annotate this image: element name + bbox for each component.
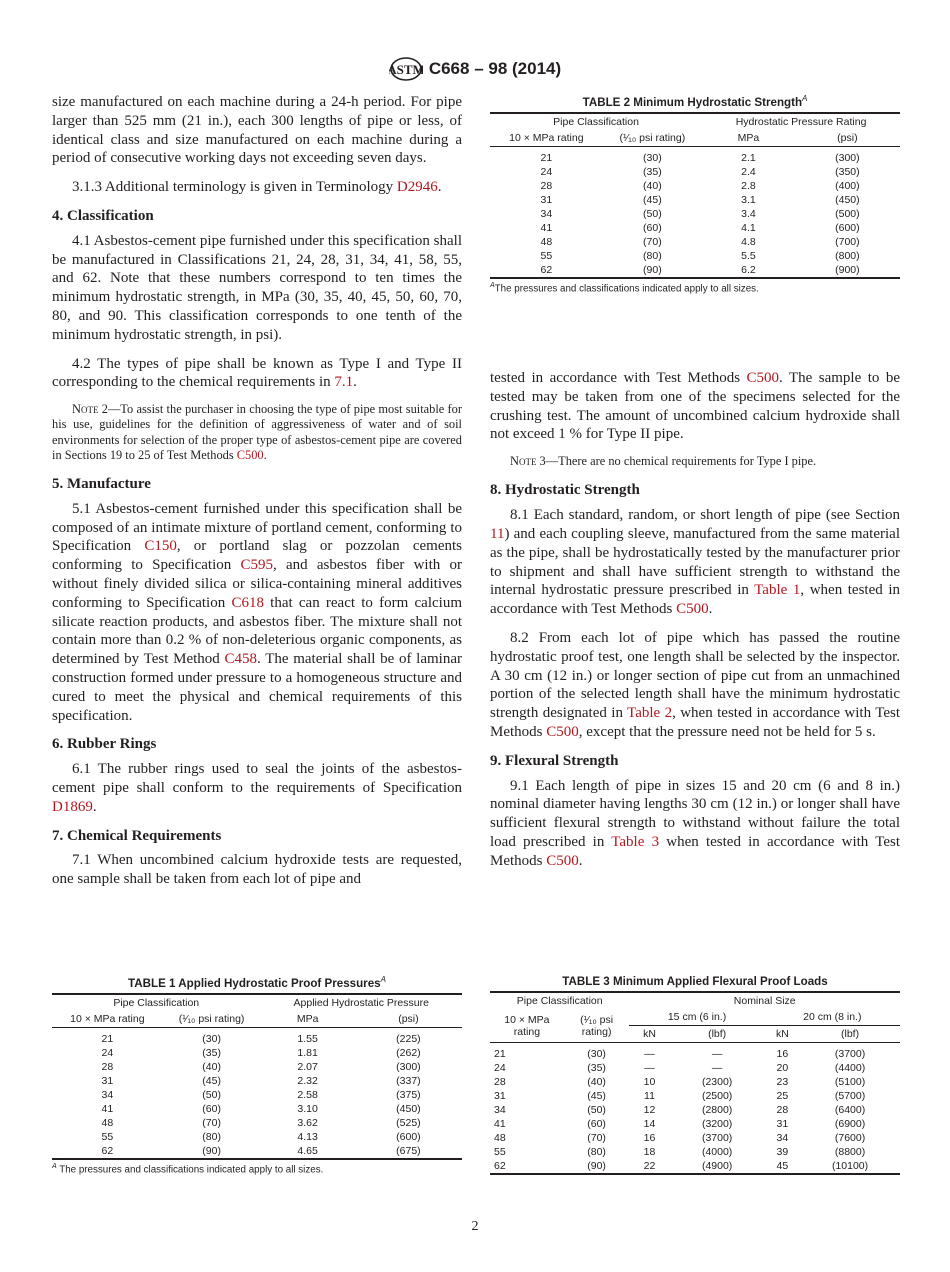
table-cell: 16	[643, 1132, 656, 1144]
paragraph-4-1: 4.1 Asbestos-cement pipe furnished under this specification shall be manufactured in Classifications 21, 24, 28, 31, 34, 41, 58, 55, and 62. Note that these numbers correspond to ten times the minimum hydrostatic strength, in MPa (30, 35, 40, 45, 50, 60, 70, 80, and 90. This classification corresponds to one tenth of the minimum hydrostatic strength, in psi).	[52, 232, 462, 343]
table-row	[52, 1046, 462, 1060]
table-row	[490, 1103, 900, 1117]
table-row	[490, 1159, 900, 1174]
table-cell: 55	[494, 1146, 506, 1158]
table-cell: 34	[494, 1104, 506, 1116]
table-cell: 41	[101, 1102, 114, 1115]
table-row	[490, 179, 900, 193]
table-cell: (4400)	[834, 1062, 866, 1074]
table-cell: (375)	[396, 1088, 421, 1101]
link-table-3[interactable]: Table 3	[611, 833, 660, 850]
table-cell: (450)	[835, 193, 860, 206]
table-row	[52, 1144, 462, 1159]
table-cell: (5100)	[834, 1076, 866, 1088]
link-7-1[interactable]: 7.1	[334, 374, 354, 391]
table-cell: —	[711, 1048, 723, 1060]
table-row	[490, 165, 900, 179]
size-header: 15 cm (6 in.)	[629, 1009, 764, 1026]
page-header	[0, 56, 950, 87]
table-body	[490, 1043, 900, 1175]
table-cell: 39	[776, 1146, 789, 1158]
table-cell: 41	[540, 221, 553, 234]
table-cell: 28	[540, 179, 553, 192]
section-heading-flexural-strength: 9. Flexural Strength	[490, 752, 619, 769]
paragraph-6-1	[52, 760, 462, 816]
group-header: Hydrostatic Pressure Rating	[735, 115, 867, 128]
table-cell: (300)	[396, 1060, 421, 1073]
table-row	[490, 1117, 900, 1131]
table-cell: (2800)	[701, 1104, 733, 1116]
paragraph-9-1	[490, 777, 900, 871]
column-header: (¹⁄₁₀ psi rating)	[603, 130, 702, 147]
table-body	[52, 1027, 462, 1159]
column-header: MPa	[702, 130, 795, 147]
table-cell: 3.4	[741, 207, 756, 220]
paragraph-text: , except that the pressure need not be held for 5 s.	[578, 723, 876, 740]
table-cell: 3.10	[297, 1102, 318, 1115]
astm-logo-icon	[389, 56, 423, 82]
table-cell: 24	[494, 1062, 506, 1074]
table-cell: 16	[776, 1048, 789, 1060]
paragraph-text: .	[353, 374, 357, 391]
table-title: TABLE 3 Minimum Applied Flexural Proof Loads	[562, 975, 828, 988]
table-row	[490, 235, 900, 249]
unit-header: (lbf)	[670, 1026, 765, 1043]
table-cell: 31	[540, 193, 553, 206]
link-d2946[interactable]: D2946	[396, 179, 438, 196]
table-cell: 25	[776, 1090, 789, 1102]
table-cell: (70)	[202, 1116, 221, 1129]
table-row	[490, 207, 900, 221]
note-label: Note 2	[72, 402, 108, 417]
table-cell: (60)	[587, 1118, 606, 1130]
link-c500[interactable]: C500	[546, 723, 579, 740]
table-cell: (40)	[202, 1060, 221, 1073]
table-cell: (4000)	[701, 1146, 733, 1158]
table-cell: (3700)	[701, 1132, 733, 1144]
table-cell: —	[644, 1048, 655, 1060]
table-cell: (80)	[202, 1130, 221, 1143]
column-header: 10 × MPa rating	[52, 1011, 163, 1028]
table-2-grid	[490, 112, 900, 279]
section-heading-manufacture: 5. Manufacture	[52, 475, 151, 492]
table-cell: (4900)	[701, 1160, 733, 1172]
link-c500[interactable]: C500	[236, 447, 264, 462]
table-cell: (3700)	[834, 1048, 866, 1060]
footnote-marker: A	[802, 94, 808, 103]
table-cell: (225)	[396, 1032, 421, 1045]
table-cell: 2.8	[741, 179, 756, 192]
paragraph-text: 9.1 Each length of pipe in sizes 15 and 20 cm (6 and 8 in.) nominal diameter having lengths 30 cm (12 in.) or longer shall have sufficient flexural strength to withstand without failure the total load prescribed in	[490, 777, 900, 850]
link-c500[interactable]: C500	[746, 370, 780, 386]
table-cell: 4.1	[741, 221, 756, 234]
table-cell: (50)	[643, 207, 662, 220]
table-row	[490, 1131, 900, 1145]
paragraph-text: 8.2 From each lot of pipe which has passed the routine hydrostatic proof test, one length shall be selected by the inspector. A 30 cm (12 in.) or longer section of pipe cut from an unmachined portion of the selected length shall have the minimum hydrostatic strength designated in	[490, 629, 900, 722]
paragraph-text: , when tested in accordance with Test Methods	[490, 705, 900, 740]
link-c458[interactable]: C458	[224, 651, 257, 668]
paragraph-text: . The material shall be of laminar construction formed under pressure to a homogeneous structure and cured to meet the physical and chemical requirements of this specification.	[52, 651, 462, 724]
table-cell: (300)	[835, 151, 860, 164]
table-cell: (90)	[587, 1160, 606, 1172]
paragraph-text: .	[437, 179, 442, 196]
section-heading-classification: 4. Classification	[52, 207, 154, 224]
paragraph-text: . The sample to be tested may be taken from one of the specimens selected for the crushing test. The amount of uncombined calcium hydroxide shall not exceed 1 % for Type II pipe.	[490, 370, 900, 443]
footnote-marker: A	[52, 1162, 57, 1170]
paragraph-text: .	[578, 852, 583, 869]
column-header: (¹⁄₁₀ psi rating)	[163, 1011, 261, 1028]
table-cell: 62	[494, 1160, 506, 1172]
table-cell: (30)	[643, 151, 662, 164]
paragraph-text: when tested in accordance with Test Methods	[490, 833, 900, 869]
paragraph-text: 6.1 The rubber rings used to seal the joints of the asbestos-cement pipe shall conform to the requirements of Specification	[52, 761, 462, 796]
table-cell: 62	[540, 263, 553, 276]
paragraph-8-1	[490, 506, 900, 619]
table-cell: 3.62	[297, 1116, 318, 1129]
table-cell: 2.07	[297, 1060, 318, 1073]
paragraph-7-1: 7.1 When uncombined calcium hydroxide tests are requested, one sample shall be taken from each lot of pipe and	[52, 852, 462, 888]
table-row	[52, 1074, 462, 1088]
paragraph-text: 5.1 Asbestos-cement furnished under this specification shall be composed of an intimate mixture of portland cement, conforming to Specification	[52, 500, 462, 555]
table-cell: 28	[776, 1104, 789, 1116]
table-cell: 24	[540, 165, 553, 178]
right-column	[490, 369, 900, 881]
paragraph-text: .	[708, 601, 713, 618]
paragraph-text: ) and each coupling sleeve, manufactured from the same material as the pipe, shall be hydrostatically tested by the manufacturer prior to shipment and shall have sufficient strength to withstand the internal hydrostatic pressure prescribed in	[490, 525, 900, 599]
table-row	[52, 1116, 462, 1130]
paragraph-text: 8.1 Each standard, random, or short length of pipe (see Section	[510, 507, 900, 524]
table-cell: (675)	[396, 1144, 421, 1157]
table-cell: 2.1	[741, 151, 756, 164]
link-section-11[interactable]: 11	[490, 525, 505, 542]
table-title	[490, 94, 900, 109]
link-table-2[interactable]: Table 2	[627, 705, 673, 722]
section-heading-hydrostatic-strength: 8. Hydrostatic Strength	[490, 482, 640, 499]
table-cell: 6.2	[741, 263, 756, 276]
table-cell: (6400)	[834, 1104, 866, 1116]
table-footnote	[52, 1163, 462, 1175]
table-row	[52, 1088, 462, 1102]
table-row	[490, 221, 900, 235]
paragraph-8-2	[490, 629, 900, 742]
document-designation: C668 – 98 (2014)	[428, 59, 562, 78]
paragraph-text: , and asbestos fiber with or without finely divided silica or silica-containing mineral additives conforming to Specification	[52, 557, 462, 611]
column-header: 10 × MPa rating	[490, 130, 603, 147]
table-cell: (2500)	[701, 1090, 733, 1102]
paragraph-text: .	[92, 798, 97, 815]
table-3	[490, 975, 900, 1175]
table-cell: 3.1	[741, 193, 756, 206]
group-header: Pipe Classification	[113, 996, 200, 1009]
table-footnote	[490, 282, 900, 294]
note-text: —To assist the purchaser in choosing the type of pipe most suitable for his use, guidelines for the definition of aggressiveness of water and of soil environments for selection of the proper type of asbestos-cement pipe are covered in Sections 19 to 25 of Test Methods	[52, 402, 462, 462]
page-number: 2	[471, 1219, 479, 1234]
unit-header: kN	[765, 1026, 800, 1043]
table-cell: 1.81	[297, 1046, 318, 1059]
table-cell: 48	[540, 235, 553, 248]
table-cell: 34	[776, 1132, 789, 1144]
table-cell: 21	[101, 1032, 114, 1045]
unit-header: kN	[629, 1026, 669, 1043]
table-cell: 24	[101, 1046, 114, 1059]
table-cell: 5.5	[741, 249, 756, 262]
table-cell: 14	[643, 1118, 656, 1130]
table-cell: (400)	[835, 179, 860, 192]
column-header: MPa	[260, 1011, 354, 1028]
section-heading-rubber-rings: 6. Rubber Rings	[52, 736, 157, 753]
table-cell: 11	[644, 1090, 655, 1102]
table-cell: 2.32	[297, 1074, 318, 1087]
table-cell: 45	[776, 1160, 789, 1172]
paragraph-text: tested in accordance with Test Methods	[490, 370, 747, 386]
table-cell: 10	[643, 1076, 656, 1088]
table-cell: (2300)	[701, 1076, 733, 1088]
table-cell: 22	[643, 1160, 656, 1172]
note-text: .	[263, 447, 267, 462]
note-text: —There are no chemical requirements for Type I pipe.	[545, 454, 817, 469]
table-1-grid	[52, 993, 462, 1160]
link-d1869[interactable]: D1869	[52, 798, 93, 815]
group-header: Applied Hydrostatic Pressure	[293, 996, 429, 1009]
group-header: Pipe Classification	[516, 995, 603, 1007]
column-header: (¹⁄₁₀ psi rating)	[564, 1009, 630, 1043]
link-c500[interactable]: C500	[676, 601, 709, 618]
table-cell: (600)	[835, 221, 860, 234]
table-cell: (35)	[643, 165, 662, 178]
section-heading-chemical-requirements: 7. Chemical Requirements	[52, 827, 222, 844]
paragraph-text: that can react to form calcium silicate reaction products, and asbestos fiber. The mixture shall not contain more than 0.2 % of non-deleterious organic components, as determined by Test Method	[52, 594, 462, 668]
table-cell: (10100)	[831, 1160, 869, 1172]
paragraph-text: 3.1.3 Additional terminology is given in Terminology	[72, 179, 397, 196]
table-cell: (450)	[396, 1102, 421, 1115]
note-2	[52, 402, 462, 463]
paragraph-7-1-continued	[490, 369, 900, 444]
paragraph-5-1	[52, 500, 462, 726]
size-header: 20 cm (8 in.)	[765, 1009, 900, 1026]
table-cell: (525)	[396, 1116, 421, 1129]
table-title	[52, 975, 462, 990]
column-header: (psi)	[795, 130, 900, 147]
column-header: 10 × MPa rating	[490, 1009, 564, 1043]
left-column	[52, 93, 462, 899]
table-cell: 4.13	[297, 1130, 318, 1143]
table-cell: (337)	[396, 1074, 421, 1087]
paragraph-text: , or portland slag or pozzolan cements conforming to Specification	[52, 538, 462, 574]
table-cell: (80)	[587, 1146, 606, 1158]
table-cell: (40)	[587, 1076, 606, 1088]
table-cell: 4.65	[297, 1144, 318, 1157]
note-3	[490, 454, 900, 469]
table-cell: 31	[494, 1090, 506, 1102]
table-cell: 20	[776, 1062, 789, 1074]
table-cell: (35)	[587, 1062, 606, 1074]
table-row	[490, 146, 900, 165]
table-3-grid	[490, 991, 900, 1175]
table-cell: 48	[101, 1116, 114, 1129]
table-cell: (50)	[587, 1104, 606, 1116]
table-title-text: TABLE 2 Minimum Hydrostatic Strength	[582, 95, 803, 109]
table-cell: 55	[540, 249, 553, 262]
unit-header: (lbf)	[800, 1026, 900, 1043]
table-row	[52, 1102, 462, 1116]
table-cell: (30)	[202, 1032, 221, 1045]
paragraph-3-1-3	[52, 178, 462, 197]
paragraph-4-2	[52, 355, 462, 393]
table-cell: (262)	[396, 1046, 421, 1059]
table-row	[52, 1027, 462, 1046]
table-row	[490, 249, 900, 263]
link-c500[interactable]: C500	[546, 852, 579, 869]
table-cell: 12	[643, 1104, 656, 1116]
group-header: Pipe Classification	[553, 115, 639, 128]
table-row	[490, 1075, 900, 1089]
group-header: Nominal Size	[733, 995, 796, 1007]
table-cell: 2.4	[741, 165, 756, 178]
column-header: (psi)	[355, 1011, 462, 1028]
table-cell: (90)	[643, 263, 662, 276]
table-cell: 21	[540, 151, 553, 164]
table-cell: (50)	[202, 1088, 221, 1101]
table-cell: 41	[494, 1118, 506, 1130]
table-cell: (8800)	[834, 1146, 866, 1158]
paragraph-text: , when tested in accordance with Test Methods	[490, 582, 900, 618]
table-cell: (45)	[587, 1090, 606, 1102]
table-cell: 31	[101, 1074, 114, 1087]
table-cell: (80)	[643, 249, 662, 262]
table-cell: 28	[101, 1060, 114, 1073]
table-cell: (7600)	[834, 1132, 866, 1144]
link-c618[interactable]: C618	[231, 594, 264, 611]
link-c595[interactable]: C595	[240, 557, 273, 574]
table-cell: (30)	[587, 1048, 606, 1060]
table-cell: 23	[776, 1076, 789, 1088]
table-row	[490, 263, 900, 278]
table-cell: 55	[101, 1130, 114, 1143]
link-table-1[interactable]: Table 1	[754, 582, 801, 599]
table-cell: (40)	[643, 179, 662, 192]
link-c150[interactable]: C150	[144, 538, 177, 555]
table-row	[52, 1130, 462, 1144]
svg-text:ASTM: ASTM	[388, 62, 423, 77]
table-row	[490, 1089, 900, 1103]
table-cell: (45)	[643, 193, 662, 206]
table-cell: 2.58	[297, 1088, 318, 1101]
table-cell: 34	[540, 207, 553, 220]
table-body	[490, 146, 900, 278]
table-cell: 21	[494, 1048, 506, 1060]
table-cell: 18	[643, 1146, 656, 1158]
table-cell: (800)	[835, 249, 860, 262]
table-cell: (3200)	[701, 1118, 733, 1130]
table-cell: 1.55	[297, 1032, 318, 1045]
table-cell: 48	[494, 1132, 506, 1144]
table-row	[490, 1061, 900, 1075]
paragraph-text: 4.2 The types of pipe shall be known as Type I and Type II corresponding to the chemical requirements in	[52, 355, 462, 391]
table-cell: 62	[101, 1144, 114, 1157]
footnote-text: The pressures and classifications indicated apply to all sizes.	[494, 283, 759, 295]
table-cell: (600)	[396, 1130, 421, 1143]
footnote-marker: A	[490, 281, 495, 289]
paragraph-continued: size manufactured on each machine during a 24-h period. For pipe larger than 525 mm (21 in.), each 300 lengths of pipe or less, of identical class and size manufactured on each machine during a period of consecutive working days not exceeding seven days.	[52, 94, 462, 167]
table-cell: (70)	[587, 1132, 606, 1144]
table-cell: (45)	[202, 1074, 221, 1087]
table-row	[52, 1060, 462, 1074]
table-2	[490, 94, 900, 294]
table-cell: (6900)	[834, 1118, 866, 1130]
table-cell: (500)	[835, 207, 860, 220]
footnote-text: The pressures and classifications indicated apply to all sizes.	[56, 1164, 324, 1176]
table-cell: (70)	[643, 235, 662, 248]
table-cell: (700)	[835, 235, 860, 248]
note-label: Note 3	[510, 454, 546, 469]
table-cell: (900)	[835, 263, 860, 276]
table-cell: (60)	[202, 1102, 221, 1115]
table-cell: —	[644, 1062, 655, 1074]
table-cell: —	[711, 1062, 723, 1074]
table-cell: 4.8	[741, 235, 756, 248]
table-cell: (5700)	[834, 1090, 866, 1102]
table-cell: 28	[494, 1076, 506, 1088]
table-title-text: TABLE 1 Applied Hydrostatic Proof Pressures	[128, 976, 381, 990]
table-cell: (35)	[202, 1046, 221, 1059]
table-1	[52, 975, 462, 1175]
table-cell: (90)	[202, 1144, 221, 1157]
table-row	[490, 193, 900, 207]
table-cell: 31	[776, 1118, 789, 1130]
footnote-marker: A	[380, 975, 386, 984]
table-cell: (60)	[643, 221, 662, 234]
table-row	[490, 1043, 900, 1062]
table-cell: (350)	[835, 165, 860, 178]
table-cell: 34	[101, 1088, 114, 1101]
table-row	[490, 1145, 900, 1159]
